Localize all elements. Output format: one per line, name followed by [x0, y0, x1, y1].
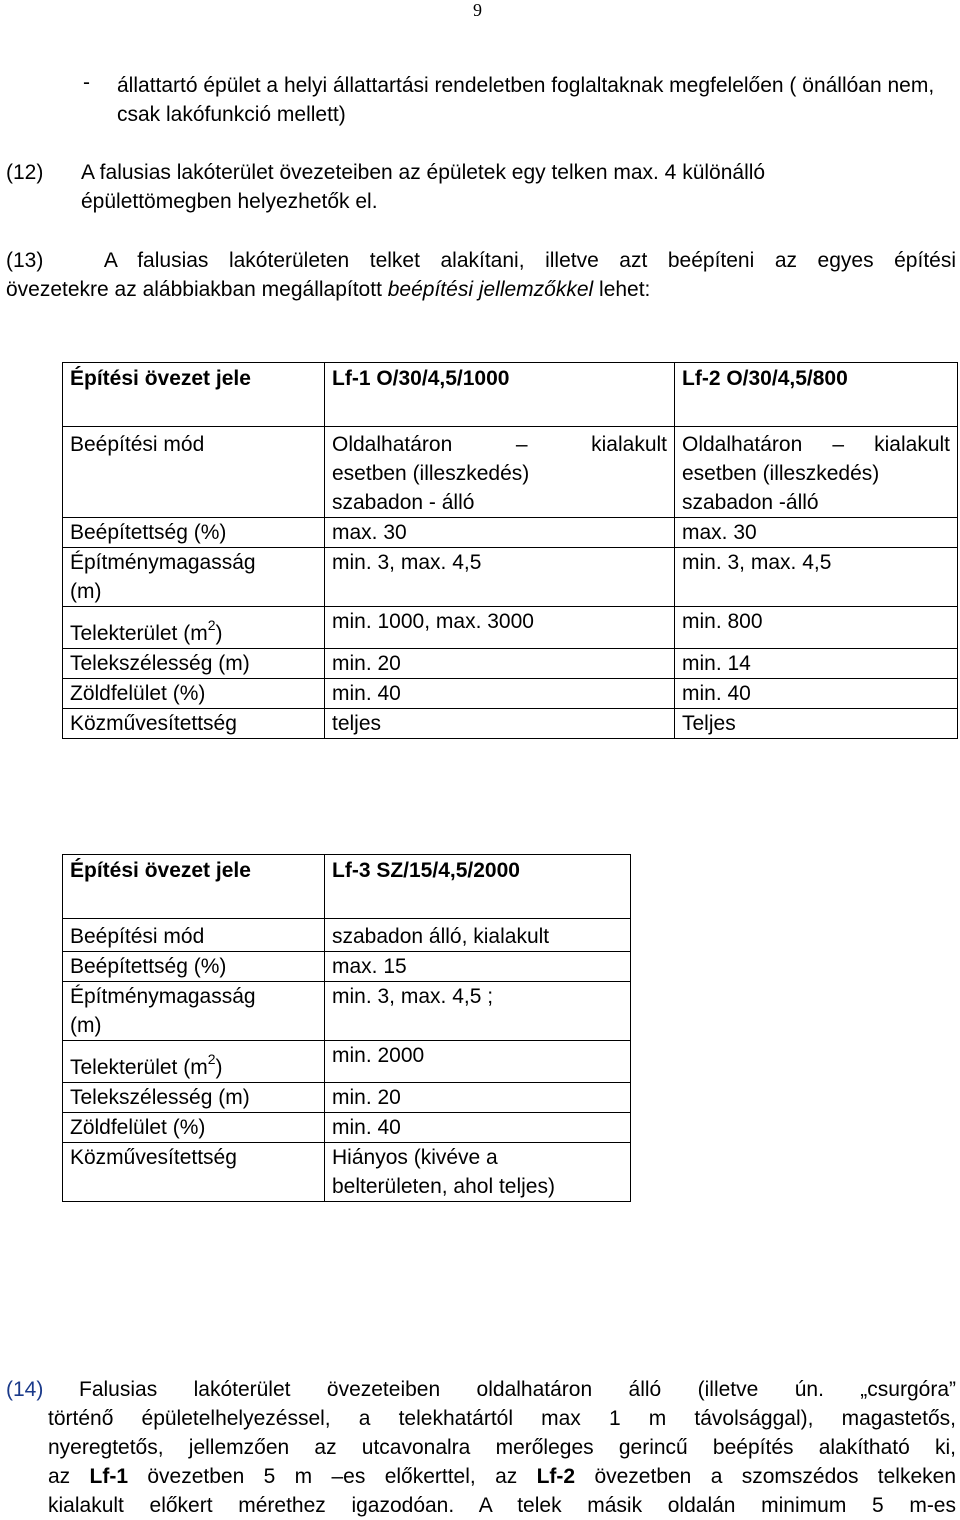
cell-value: max. 30	[675, 518, 958, 548]
paragraph-14-line-5: kialakult előkert mérethez igazodóan. A telek másik oldalán minimum 5 m-es	[48, 1494, 956, 1517]
paragraph-12-line-1: A falusias lakóterület övezeteiben az épületek egy telken max. 4 különálló	[81, 161, 766, 184]
cell-value: min. 40	[325, 679, 675, 709]
table-header-row	[63, 363, 958, 427]
header-cell: Építési övezet jele	[63, 363, 325, 427]
cell-value: min. 800	[675, 607, 958, 649]
paragraph-13-line-2: övezetekre az alábbiakban megállapított beépítési jellemzőkkel lehet:	[6, 278, 651, 301]
bullet-text: állattartó épület a helyi állattartási rendeletben foglaltaknak megfelelően ( önállóan nem, csak lakófunkció mellett)	[117, 74, 935, 126]
header-cell: Lf-1 O/30/4,5/1000	[325, 363, 675, 427]
paragraph-13	[6, 246, 956, 304]
page-number: 9	[473, 0, 482, 20]
row-label: Beépítési mód	[63, 427, 325, 518]
paragraph-14-line-1: Falusias lakóterület övezeteiben oldalhatáron álló (illetve ún. „csurgóra”	[79, 1378, 956, 1401]
table-row	[63, 649, 958, 679]
table-row	[63, 1143, 631, 1202]
row-label: Zöldfelület (%)	[63, 1113, 325, 1143]
cell-value: min. 3, max. 4,5	[675, 548, 958, 607]
row-label: Telekterület $(m^2)$	[63, 1041, 325, 1083]
zoning-table-lf1-lf2	[62, 362, 958, 739]
table-row	[63, 518, 958, 548]
paragraph-13-line-1: (13) A falusias lakóterületen telket alakítani, illetve azt beépíteni az egyes építési	[6, 249, 956, 272]
cell-value: Oldalhatáron – kialakult esetben (illeszkedés) szabadon -álló	[675, 427, 958, 518]
table-row	[63, 952, 631, 982]
row-label: Építménymagasság (m)	[63, 982, 325, 1041]
paragraph-14-line-2: történő épületelhelyezéssel, a telekhatártól max 1 m távolsággal), magastetős,	[48, 1407, 956, 1430]
header-cell: Lf-2 O/30/4,5/800	[675, 363, 958, 427]
row-label: Telekszélesség (m)	[63, 1083, 325, 1113]
paragraph-14	[48, 1375, 956, 1520]
row-label: Beépítettség (%)	[63, 518, 325, 548]
cell-value: min. 40	[675, 679, 958, 709]
cell-value: max. 15	[325, 952, 631, 982]
row-label: Építménymagasság (m)	[63, 548, 325, 607]
paragraph-12-line-2: épülettömegben helyezhetők el.	[81, 190, 378, 213]
table-row	[63, 548, 958, 607]
row-label: Közművesítettség	[63, 709, 325, 739]
row-label: Közművesítettség	[63, 1143, 325, 1202]
table-header-row	[63, 855, 631, 919]
cell-value: max. 30	[325, 518, 675, 548]
cell-value: teljes	[325, 709, 675, 739]
cell-value: min. 2000	[325, 1041, 631, 1083]
table-row	[63, 709, 958, 739]
cell-value: min. 40	[325, 1113, 631, 1143]
paragraph-12-number: (12)	[6, 161, 44, 184]
row-label: Beépítettség (%)	[63, 952, 325, 982]
table-row	[63, 427, 958, 518]
row-label: Zöldfelület (%)	[63, 679, 325, 709]
cell-value: min. 3, max. 4,5 ;	[325, 982, 631, 1041]
cell-value: Oldalhatáron – kialakult esetben (illeszkedés) szabadon - álló	[325, 427, 675, 518]
cell-value: min. 20	[325, 649, 675, 679]
paragraph-14-line-4: az Lf-1 övezetben 5 m –es előkerttel, az Lf-2 övezetben a szomszédos telkeken	[48, 1465, 956, 1488]
cell-value: Teljes	[675, 709, 958, 739]
cell-value: min. 3, max. 4,5	[325, 548, 675, 607]
row-label: Telekterület $(m^2)$	[63, 607, 325, 649]
header-cell: Lf-3 SZ/15/4,5/2000	[325, 855, 631, 919]
cell-value: szabadon álló, kialakult	[325, 919, 631, 952]
cell-value: min. 1000, max. 3000	[325, 607, 675, 649]
table-row	[63, 607, 958, 649]
header-cell: Építési övezet jele	[63, 855, 325, 919]
paragraph-14-number: (14)	[6, 1378, 44, 1401]
table-row	[63, 1113, 631, 1143]
cell-value: min. 20	[325, 1083, 631, 1113]
bullet-dash: -	[83, 71, 90, 94]
table-row	[63, 982, 631, 1041]
table-row	[63, 679, 958, 709]
table-row	[63, 1083, 631, 1113]
cell-value: min. 14	[675, 649, 958, 679]
row-label: Beépítési mód	[63, 919, 325, 952]
paragraph-14-line-3: nyeregtetős, jellemzően az utcavonalra merőleges gerincű beépítés alakítható ki,	[48, 1436, 956, 1459]
table-row	[63, 919, 631, 952]
table-row	[63, 1041, 631, 1083]
cell-value: Hiányos (kivéve a belterületen, ahol teljes)	[325, 1143, 631, 1202]
zoning-table-lf3	[62, 854, 631, 1202]
row-label: Telekszélesség (m)	[63, 649, 325, 679]
